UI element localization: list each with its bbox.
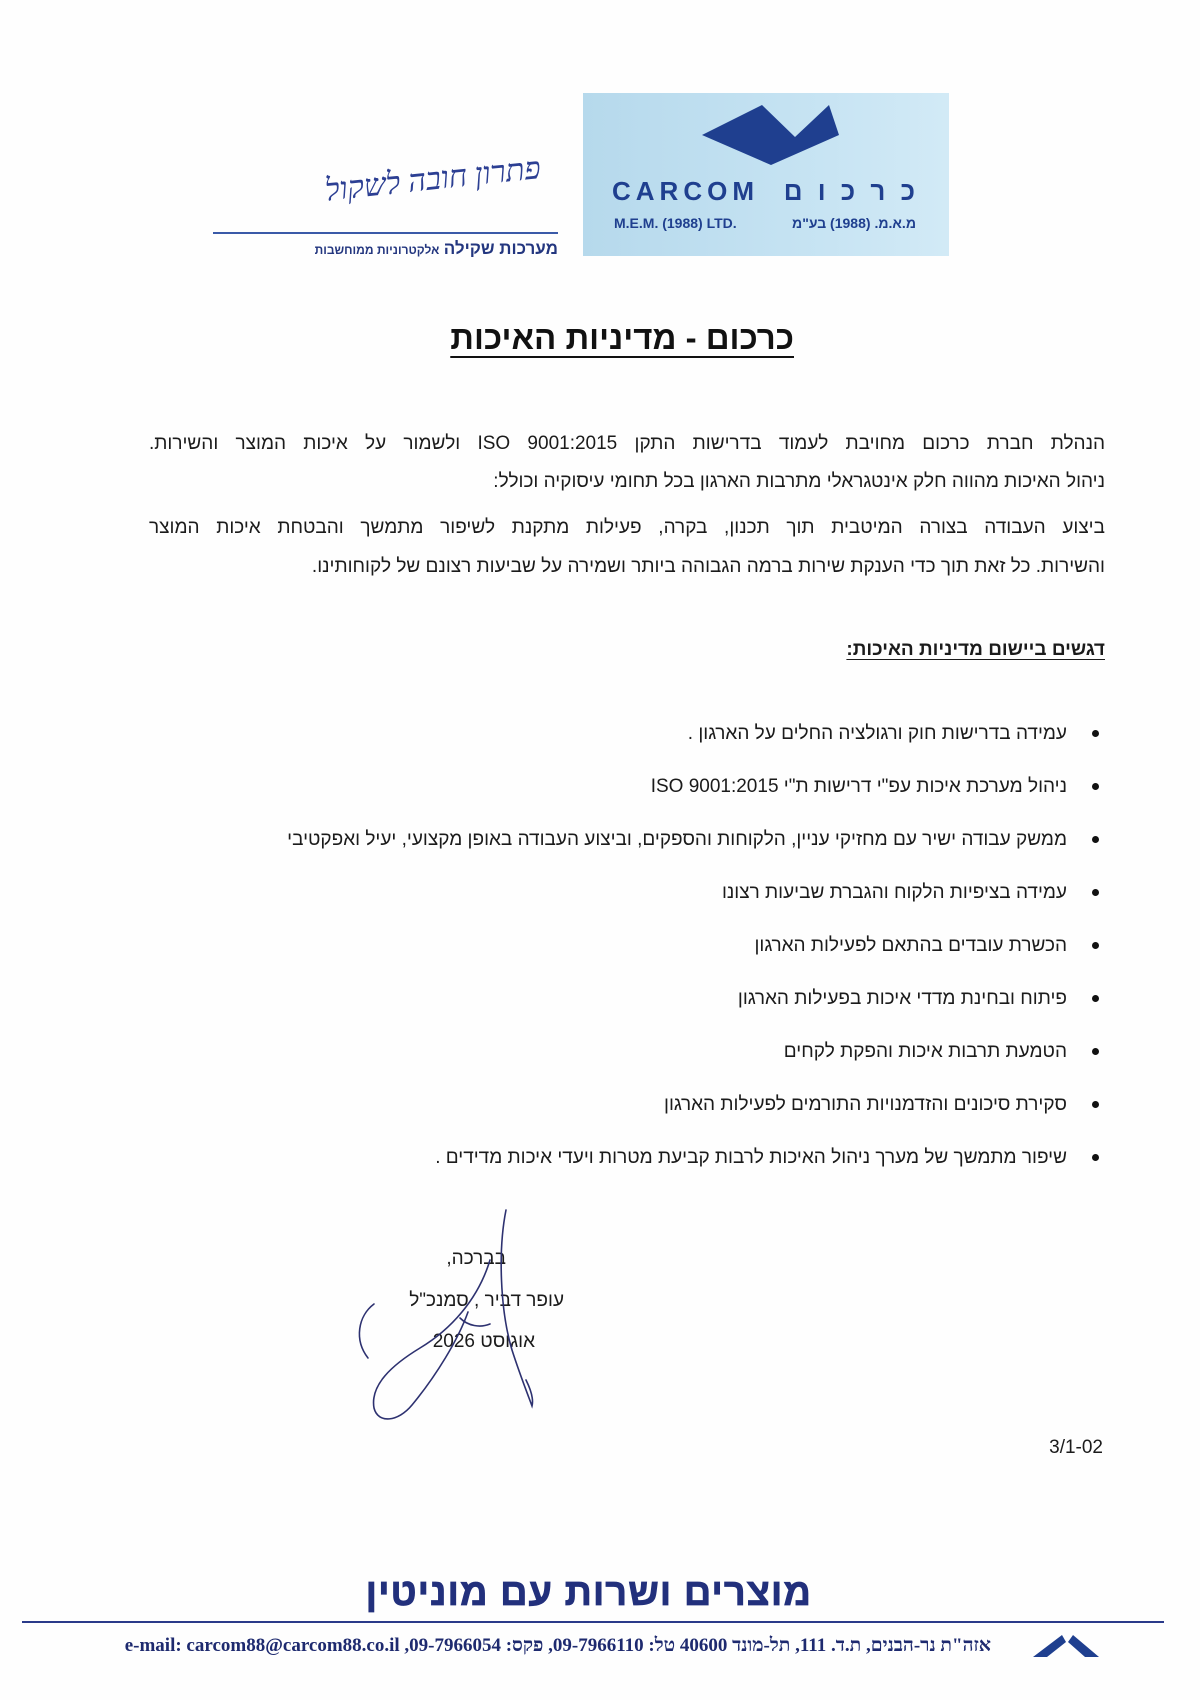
list-item — [149, 866, 1105, 919]
bullet-dot-icon — [1092, 1101, 1099, 1108]
slogan-logo-text: פתרון חובה לשקול — [323, 150, 543, 208]
signature-date: אוגוסט 2026 — [432, 1331, 535, 1352]
handwritten-signature — [340, 1200, 560, 1430]
legal-name-latin: M.E.M. (1988) LTD. — [614, 215, 737, 231]
product-line-bold: מערכות שקילה — [443, 239, 558, 258]
list-item-text: ניהול מערכת איכות עפ"י דרישות ת"י ISO 9001:2015 — [650, 776, 1067, 797]
intro-line: והשירות. כל זאת תוך כדי הענקת שירות ברמה הגבוהה ביותר ושמירה על שביעות רצונם של לקוחותינו. — [311, 556, 1105, 577]
intro-line: הנהלת חברת כרכום מחויבת לעמוד בדרישות התקן ISO 9001:2015 ולשמור על איכות המוצר והשירות. — [149, 433, 1105, 454]
closing-greeting: בברכה, — [446, 1248, 506, 1269]
bullet-dot-icon — [1092, 995, 1099, 1002]
list-item-text: שיפור מתמשך של מערך ניהול האיכות לרבות קביעת מטרות ויעדי איכות מדידים . — [435, 1147, 1067, 1168]
list-item — [149, 1131, 1105, 1184]
footer-divider — [22, 1621, 1164, 1623]
list-item — [149, 760, 1105, 813]
list-item — [149, 972, 1105, 1025]
bullet-dot-icon — [1092, 730, 1099, 737]
product-line-rest: אלקטרוניות ממוחשבות — [314, 243, 440, 257]
page-title: כרכום - מדיניות האיכות — [450, 319, 794, 356]
emphasis-list — [149, 707, 1105, 1184]
signatory-name: עופר דביר , סמנכ"ל — [409, 1290, 564, 1311]
list-item-text: הכשרת עובדים בהתאם לפעילות הארגון — [754, 935, 1067, 956]
tagline-divider — [213, 232, 558, 234]
brand-name-hebrew: כ ר כ ו ם — [783, 176, 919, 206]
list-item — [149, 1078, 1105, 1131]
list-item — [149, 813, 1105, 866]
footer-contact-details: אזה"ת נר-הבנים, ת.ד. 111, תל-מונד 40600 טל: 09-7966110, פקס: 09-7966054, e-mail: carcom88@carcom88.co.il — [124, 1635, 991, 1656]
bullet-dot-icon — [1092, 783, 1099, 790]
list-item-text: ממשק עבודה ישיר עם מחזיקי עניין, הלקוחות והספקים, וביצוע העבודה באופן מקצועי, יעיל ואפקטיבי — [287, 829, 1067, 850]
intro-line: ניהול האיכות מהווה חלק אינטגראלי מתרבות הארגון בכל תחומי עיסוקיה וכולל: — [493, 471, 1105, 492]
bullet-dot-icon — [1092, 889, 1099, 896]
footer-motto: מוצרים ושרות עם מוניטין — [365, 1572, 812, 1614]
list-item — [149, 919, 1105, 972]
carcom-logo-mark-icon — [702, 104, 842, 166]
section-heading: דגשים ביישום מדיניות האיכות: — [846, 639, 1105, 660]
carcom-small-logo-icon — [1029, 1630, 1101, 1660]
product-line-tagline — [315, 239, 558, 259]
bullet-dot-icon — [1092, 942, 1099, 949]
bullet-dot-icon — [1092, 836, 1099, 843]
legal-name-hebrew: מ.א.מ. (1988) בע"מ — [792, 215, 916, 231]
document-code: 3/1-02 — [1049, 1437, 1103, 1458]
bullet-dot-icon — [1092, 1154, 1099, 1161]
bullet-dot-icon — [1092, 1048, 1099, 1055]
list-item-text: פיתוח ובחינת מדדי איכות בפעילות הארגון — [737, 988, 1067, 1009]
list-item-text: סקירת סיכונים והזדמנויות התורמים לפעילות הארגון — [664, 1094, 1067, 1115]
company-logo — [583, 93, 949, 256]
list-item-text: הטמעת תרבות איכות והפקת לקחים — [783, 1041, 1067, 1062]
list-item-text: עמידה בציפיות הלקוח והגברת שביעות רצונו — [721, 882, 1067, 903]
list-item — [149, 707, 1105, 760]
brand-name-latin: CARCOM — [612, 176, 759, 206]
list-item — [149, 1025, 1105, 1078]
intro-line: ביצוע העבודה בצורה המיטבית תוך תכנון, בקרה, פעילות מתקנת לשיפור מתמשך והבטחת איכות המוצר — [149, 517, 1105, 538]
list-item-text: עמידה בדרישות חוק ורגולציה החלים על הארגון . — [687, 723, 1067, 744]
